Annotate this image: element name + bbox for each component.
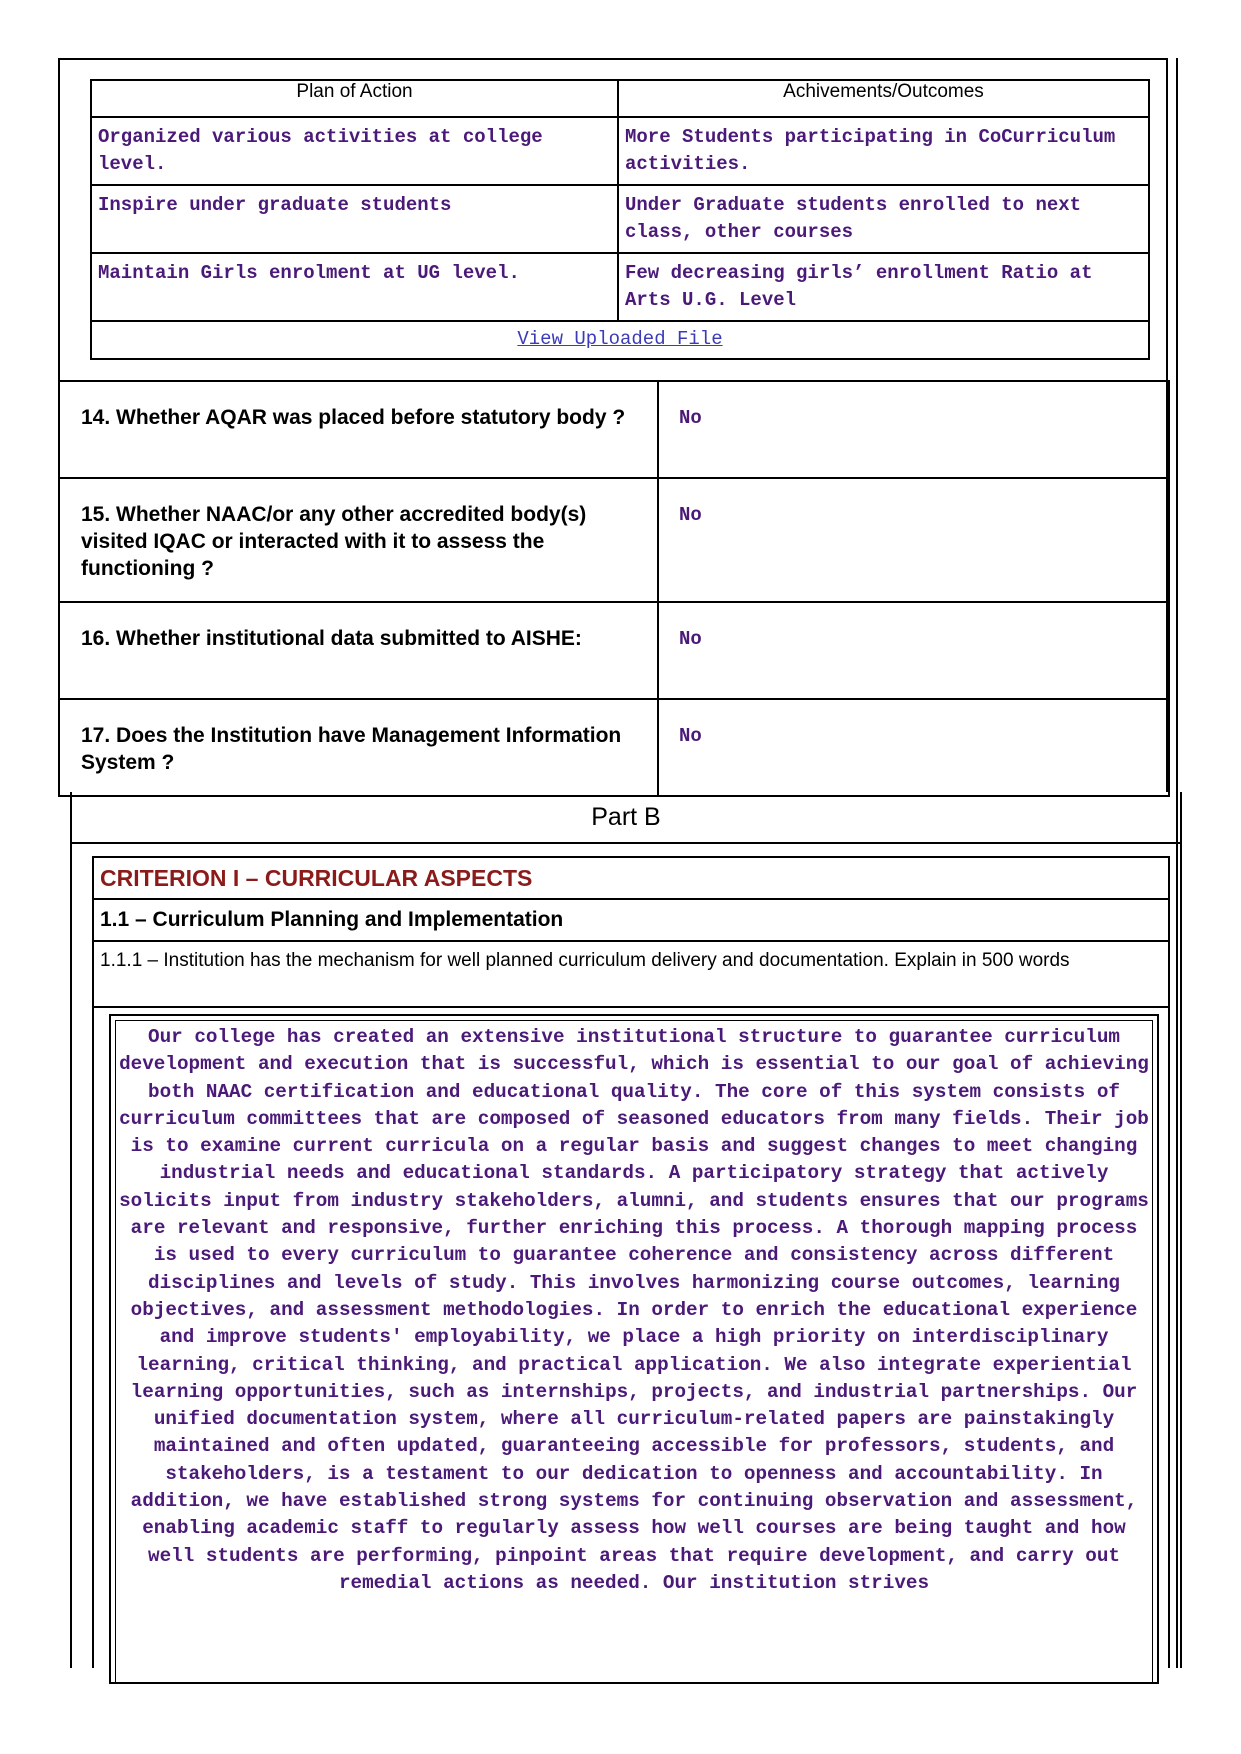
plan-table-row: [91, 117, 1149, 185]
plan-cell: Organized various activities at college level.: [91, 117, 618, 185]
question-row: [59, 381, 1169, 478]
question-text: 16. Whether institutional data submitted to AISHE:: [59, 602, 658, 699]
answer-text: Our college has created an extensive institutional structure to guarantee curriculum development and execution that is successful, which is essential to our goal of achieving both NAAC certification and educational quality. The core of this system consists of curriculum committees that are composed of seasoned educators from many fields. Their job is to examine current curricula on a regular basis and suggest changes to meet changing industrial needs and educational standards. A participatory strategy that actively solicits input from industry stakeholders, alumni, and students ensures that our programs are relevant and responsive, further enriching this process. A thorough mapping process is used to every curriculum to guarantee coherence and consistency across different disciplines and levels of study. This involves harmonizing course outcomes, learning objectives, and assessment methodologies. In order to enrich the educational experience and improve students' employability, we place a high priority on interdisciplinary learning, critical thinking, and practical application. We also integrate experiential learning opportunities, such as internships, projects, and industrial partnerships. Our unified documentation system, where all curriculum-related papers are painstakingly maintained and often updated, guaranteeing accessible for professors, students, and stakeholders, is a testament to our dedication to openness and accountability. In addition, we have established strong systems for continuing observation and assessment, enabling academic staff to regularly assess how well courses are being taught and how well students are performing, pinpoint areas that require development, and carry out remedial actions as needed. Our institution strives: [115, 1020, 1153, 1682]
answer-value: No: [658, 699, 1169, 796]
part-b-right-border: [1180, 792, 1182, 1668]
plan-header: Plan of Action: [91, 80, 618, 117]
outcome-header: Achivements/Outcomes: [618, 80, 1149, 117]
plan-table-row: [91, 185, 1149, 253]
subsection-title: 1.1 – Curriculum Planning and Implementation: [94, 900, 1168, 942]
questions-table: [58, 380, 1170, 797]
part-b-left-border: [70, 844, 72, 1668]
file-link-cell: [91, 321, 1149, 359]
file-link-row: [91, 321, 1149, 359]
answer-box: [109, 1014, 1159, 1684]
outcome-cell: Few decreasing girls’ enrollment Ratio at Arts U.G. Level: [618, 253, 1149, 321]
plan-table-row: [91, 253, 1149, 321]
answer-value: No: [658, 478, 1169, 602]
outcome-cell: Under Graduate students enrolled to next class, other courses: [618, 185, 1149, 253]
question-row: [59, 478, 1169, 602]
plan-cell: Inspire under graduate students: [91, 185, 618, 253]
question-text: 14. Whether AQAR was placed before statutory body ?: [59, 381, 658, 478]
answer-value: No: [658, 381, 1169, 478]
part-b-heading: Part B: [70, 792, 1182, 844]
criterion-question: 1.1.1 – Institution has the mechanism for well planned curriculum delivery and documentation. Explain in 500 words: [94, 942, 1168, 1008]
outer-right-border: [1176, 58, 1178, 1668]
criterion-section: [92, 856, 1170, 1668]
answer-value: No: [658, 602, 1169, 699]
plan-of-action-table: [90, 79, 1150, 360]
question-row: [59, 699, 1169, 796]
criterion-title: CRITERION I – CURRICULAR ASPECTS: [94, 858, 1168, 900]
question-row: [59, 602, 1169, 699]
question-text: 17. Does the Institution have Management Information System ?: [59, 699, 658, 796]
plan-table-header-row: [91, 80, 1149, 117]
plan-cell: Maintain Girls enrolment at UG level.: [91, 253, 618, 321]
question-text: 15. Whether NAAC/or any other accredited body(s) visited IQAC or interacted with it to assess the functioning ?: [59, 478, 658, 602]
outcome-cell: More Students participating in CoCurriculum activities.: [618, 117, 1149, 185]
view-uploaded-file-link[interactable]: View Uploaded File: [517, 328, 723, 350]
